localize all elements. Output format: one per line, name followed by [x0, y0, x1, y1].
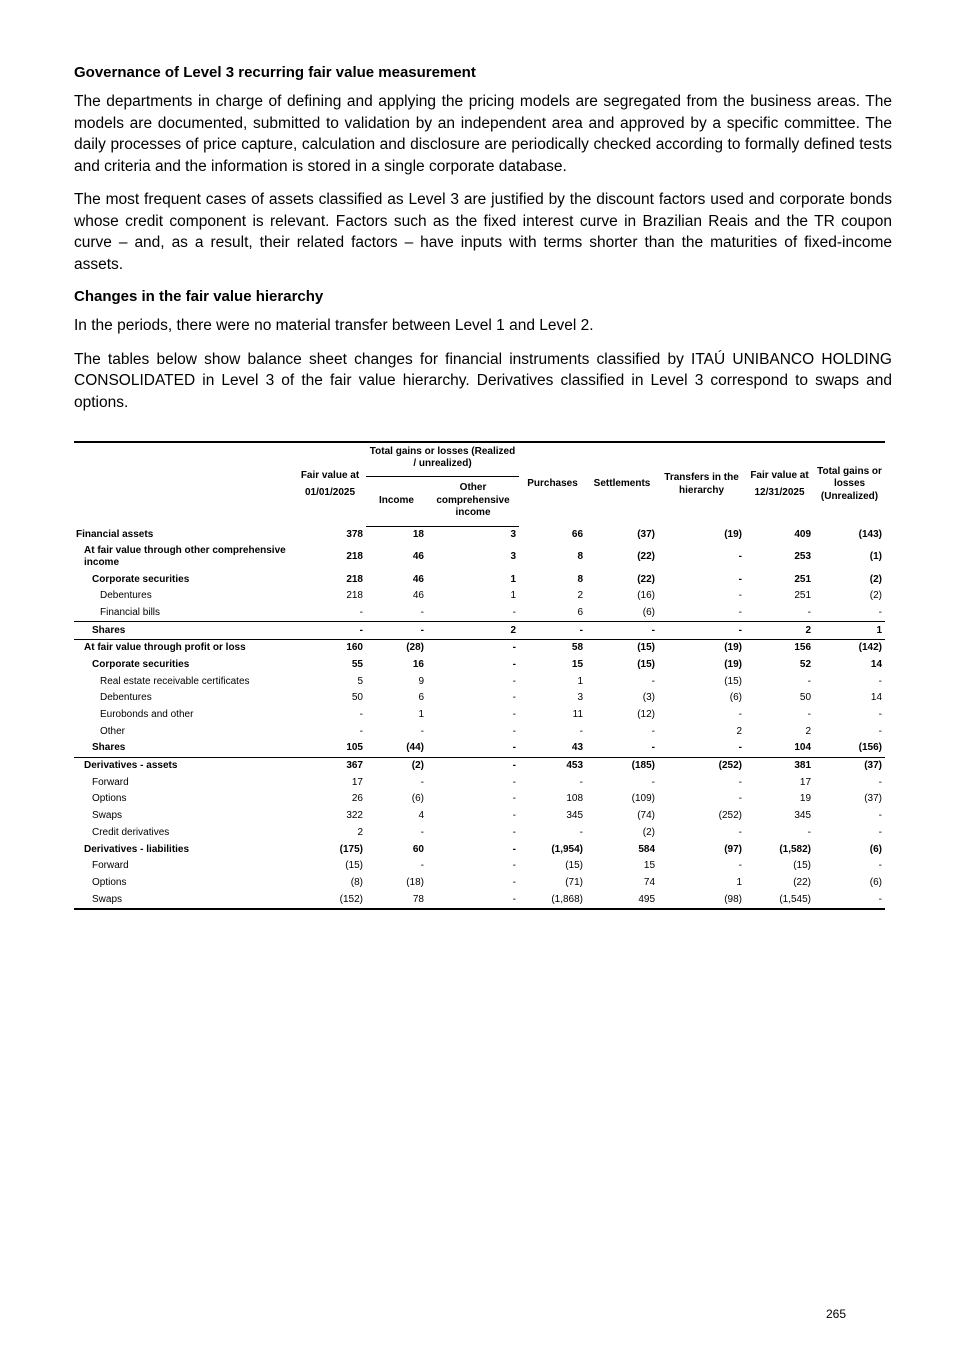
row-value: (6) — [729, 692, 743, 704]
row-value: - — [586, 622, 658, 640]
table-row — [74, 707, 885, 724]
row-value: - — [738, 606, 743, 618]
row-value: (44) — [406, 742, 424, 754]
row-value: 4 — [418, 810, 424, 822]
row-value: - — [878, 606, 883, 618]
row-value: 1 — [418, 709, 424, 721]
table-row — [74, 808, 885, 825]
row-value: 18 — [412, 528, 424, 540]
row-value: (15) — [637, 658, 656, 670]
paragraph-transfers: In the periods, there were no material transfer between Level 1 and Level 2. — [74, 317, 594, 334]
row-value: 2 — [357, 826, 363, 838]
row-value: (142) — [814, 639, 885, 656]
row-label: Options — [92, 793, 127, 805]
row-value: - — [738, 573, 743, 585]
row-label: Corporate securities — [92, 573, 190, 585]
row-value: 251 — [794, 590, 812, 602]
row-value: - — [512, 709, 517, 721]
row-value: 8 — [577, 573, 584, 585]
row-value: (28) — [366, 639, 427, 656]
row-value: - — [579, 826, 584, 838]
table-row — [74, 875, 885, 892]
row-value: 46 — [412, 551, 424, 563]
table-row — [74, 723, 885, 740]
row-label: Forward — [92, 860, 129, 872]
row-label: Debentures — [100, 590, 152, 602]
row-value: 52 — [799, 658, 812, 670]
row-value: - — [807, 826, 812, 838]
row-value: (71) — [565, 876, 584, 888]
row-value: - — [878, 810, 883, 822]
row-value: 50 — [799, 692, 812, 704]
row-value: 1 — [510, 573, 517, 585]
row-value: - — [294, 622, 366, 640]
row-value: (15) — [724, 675, 743, 687]
row-value: - — [651, 725, 656, 737]
row-label: Other — [100, 725, 126, 737]
header-purchases: Purchases — [519, 442, 586, 526]
row-value: (156) — [858, 742, 883, 754]
row-value: 43 — [571, 742, 584, 754]
paragraph-level3-cases: The most frequent cases of assets classified as Level 3 are justified by the discount factors used and corporate bonds whose credit component is relevant. Factors such as the fixed interest curve in Brazilian Reais and the TR coupon curve – and, as a result, their related factors – have inputs with terms shorter than the maturities of fixed-income assets. — [74, 191, 892, 273]
row-value: 14 — [870, 692, 883, 704]
row-value: (2) — [366, 757, 427, 774]
row-value: (37) — [637, 528, 656, 540]
row-value: - — [807, 606, 812, 618]
row-value: (1) — [869, 551, 883, 563]
table-row — [74, 891, 885, 909]
header-total-gains-group: Total gains or losses (Realized / unrealized) — [366, 442, 519, 476]
row-value: 6 — [418, 692, 424, 704]
row-label: Real estate receivable certificates — [100, 675, 250, 687]
row-value: 160 — [294, 639, 366, 656]
row-value: - — [807, 709, 812, 721]
row-value: (74) — [637, 810, 656, 822]
row-value: - — [512, 876, 517, 888]
row-value: 345 — [566, 810, 584, 822]
row-value: - — [512, 776, 517, 788]
row-label: Financial assets — [76, 528, 154, 540]
row-value: 1 — [736, 876, 743, 888]
table-row — [74, 526, 885, 543]
row-value: (6) — [869, 876, 883, 888]
row-value: (19) — [658, 639, 745, 656]
row-value: - — [651, 776, 656, 788]
row-value: (6) — [642, 606, 656, 618]
header-blank — [74, 442, 294, 526]
table-row — [74, 571, 885, 588]
row-value: (1,954) — [551, 843, 584, 855]
header-transfers: Transfers in the hierarchy — [658, 442, 745, 526]
row-label: Derivatives - assets — [74, 757, 294, 774]
row-value: (3) — [642, 692, 656, 704]
row-value: (1,868) — [519, 891, 586, 909]
row-value: 2 — [577, 590, 584, 602]
header-fair-value-end — [745, 442, 814, 526]
row-value: (22) — [637, 573, 656, 585]
table-row — [74, 605, 885, 622]
row-value: (19) — [724, 528, 743, 540]
table-row — [74, 690, 885, 707]
row-value: - — [512, 826, 517, 838]
row-value: - — [359, 606, 363, 618]
row-value: - — [512, 793, 517, 805]
table-body — [74, 526, 885, 909]
row-value: - — [651, 675, 656, 687]
row-value: 5 — [357, 675, 363, 687]
row-value: 55 — [351, 658, 363, 670]
row-value: 105 — [346, 742, 363, 754]
row-label: Shares — [92, 742, 126, 754]
row-value: 1 — [510, 590, 517, 602]
row-label: At fair value through profit or loss — [74, 639, 294, 656]
row-value: (2) — [642, 826, 656, 838]
row-value: 6 — [577, 606, 584, 618]
row-value: 453 — [519, 757, 586, 774]
row-value: 253 — [794, 551, 812, 563]
table-row — [74, 825, 885, 842]
row-value: 58 — [519, 639, 586, 656]
row-value: (175) — [339, 843, 363, 855]
row-value: - — [427, 757, 519, 774]
row-value: 3 — [510, 551, 517, 563]
row-value: 2 — [736, 725, 743, 737]
row-value: (15) — [586, 639, 658, 656]
row-value: (15) — [565, 860, 584, 872]
header-fair-value-end-line1: Fair value at — [750, 470, 809, 481]
row-value: (15) — [793, 860, 812, 872]
header-settlements: Settlements — [586, 442, 658, 526]
row-value: (97) — [724, 843, 743, 855]
row-value: 26 — [351, 793, 363, 805]
row-value: - — [878, 725, 883, 737]
row-value: (252) — [658, 757, 745, 774]
row-value: - — [512, 810, 517, 822]
row-value: - — [512, 742, 517, 754]
row-value: - — [651, 742, 656, 754]
row-value: - — [738, 776, 743, 788]
row-label: Debentures — [100, 692, 152, 704]
row-value: (37) — [814, 757, 885, 774]
row-value: 3 — [510, 528, 517, 540]
row-value: (98) — [658, 891, 745, 909]
table-row — [74, 639, 885, 656]
row-value: - — [427, 891, 519, 909]
row-value: 15 — [643, 860, 656, 872]
row-value: 381 — [745, 757, 814, 774]
row-value: - — [512, 692, 517, 704]
row-value: 1 — [814, 622, 885, 640]
table-row — [74, 858, 885, 875]
document-body — [74, 63, 892, 425]
table-row — [74, 740, 885, 757]
row-value: - — [738, 860, 743, 872]
section-heading-changes: Changes in the fair value hierarchy — [74, 288, 324, 305]
row-value: - — [420, 826, 424, 838]
row-value: - — [512, 658, 517, 670]
row-label: Credit derivatives — [92, 826, 170, 838]
paragraph-tables-intro: The tables below show balance sheet changes for financial instruments classified by ITAÚ UNIBANCO HOLDING CONSOLIDATED in Level 3 of the fair value hierarchy. Derivatives classified in Level 3 correspond to swaps and options. — [74, 350, 892, 411]
row-value: - — [738, 826, 743, 838]
row-value: (22) — [637, 551, 656, 563]
row-value: 108 — [566, 793, 584, 805]
row-label: Derivatives - liabilities — [84, 843, 190, 855]
row-label: Eurobonds and other — [100, 709, 194, 721]
row-value: 9 — [418, 675, 424, 687]
row-label: Options — [92, 876, 127, 888]
row-value: - — [738, 742, 743, 754]
header-fair-value-start — [294, 442, 366, 526]
row-value: - — [738, 793, 743, 805]
row-value: - — [658, 622, 745, 640]
table-row — [74, 791, 885, 808]
row-label: Forward — [92, 776, 129, 788]
row-value: (18) — [406, 876, 424, 888]
row-value: - — [420, 606, 424, 618]
row-value: - — [512, 843, 517, 855]
row-value: - — [878, 675, 883, 687]
row-value: 14 — [870, 658, 883, 670]
row-value: 8 — [577, 551, 584, 563]
row-value: 251 — [794, 573, 812, 585]
row-value: 2 — [745, 622, 814, 640]
row-value: - — [738, 551, 743, 563]
row-value: 367 — [294, 757, 366, 774]
header-fair-value-start-line1: Fair value at — [300, 470, 360, 481]
table-row — [74, 757, 885, 774]
paragraph-governance: The departments in charge of defining and applying the pricing models are segregated from the business areas. The models are documented, submitted to validation by an independent area and approved by a specific committee. The daily processes of price capture, calculation and disclosure are periodically checked according to formally defined tests and criteria and the information is stored in a single corporate database. — [74, 93, 892, 175]
row-value: - — [359, 725, 363, 737]
row-value: 409 — [794, 528, 812, 540]
row-value: (152) — [294, 891, 366, 909]
row-value: 17 — [799, 776, 812, 788]
row-value: 50 — [351, 692, 363, 704]
row-value: 3 — [577, 692, 584, 704]
row-value: 46 — [412, 590, 424, 602]
row-value: (2) — [869, 573, 883, 585]
row-value: 46 — [412, 573, 424, 585]
row-value: - — [814, 891, 885, 909]
row-value: (1,545) — [745, 891, 814, 909]
row-value: - — [878, 776, 883, 788]
row-value: (143) — [858, 528, 883, 540]
row-value: (19) — [724, 658, 743, 670]
table-header — [74, 442, 885, 526]
table-row — [74, 657, 885, 674]
row-label: Swaps — [92, 810, 123, 822]
row-value: (15) — [345, 860, 363, 872]
row-value: - — [579, 776, 584, 788]
row-value: 19 — [799, 793, 812, 805]
row-value: 218 — [346, 590, 363, 602]
row-value: 78 — [366, 891, 427, 909]
row-value: (109) — [631, 793, 656, 805]
row-value: 218 — [346, 573, 363, 585]
row-value: (16) — [637, 590, 656, 602]
row-value: (252) — [718, 810, 743, 822]
row-value: - — [359, 709, 363, 721]
row-value: (37) — [864, 793, 883, 805]
row-value: 11 — [572, 709, 584, 721]
row-value: 104 — [794, 742, 812, 754]
row-value: (6) — [411, 793, 424, 805]
table-row — [74, 622, 885, 640]
row-value: (185) — [586, 757, 658, 774]
row-value: 2 — [805, 725, 812, 737]
row-value: 584 — [638, 843, 656, 855]
row-value: - — [366, 622, 427, 640]
row-label: Corporate securities — [92, 658, 190, 670]
row-value: - — [512, 675, 517, 687]
row-value: 15 — [571, 658, 584, 670]
row-value: (2) — [869, 590, 883, 602]
table-row — [74, 841, 885, 858]
row-value: 345 — [794, 810, 812, 822]
table-row — [74, 774, 885, 791]
header-fair-value-end-line2: 12/31/2025 — [754, 486, 805, 498]
level3-changes-table — [74, 441, 885, 910]
row-value: (12) — [637, 709, 656, 721]
row-value: 495 — [586, 891, 658, 909]
row-value: - — [519, 622, 586, 640]
row-value: 66 — [571, 528, 584, 540]
table-row — [74, 588, 885, 605]
row-value: - — [807, 675, 812, 687]
row-value: - — [878, 709, 883, 721]
row-value: 322 — [346, 810, 363, 822]
row-value: - — [512, 725, 517, 737]
row-value: - — [878, 826, 883, 838]
row-value: - — [512, 606, 517, 618]
row-value: - — [420, 776, 424, 788]
row-value: - — [512, 860, 517, 872]
page-number: 265 — [826, 1307, 847, 1321]
row-value: 2 — [427, 622, 519, 640]
row-value: (8) — [350, 876, 363, 888]
header-fair-value-start-line2: 01/01/2025 — [304, 486, 356, 498]
row-value: 378 — [346, 528, 363, 540]
row-value: 74 — [643, 876, 656, 888]
row-value: - — [579, 725, 584, 737]
table-row — [74, 673, 885, 690]
section-heading-governance: Governance of Level 3 recurring fair value measurement — [74, 64, 476, 81]
row-value: 16 — [412, 658, 424, 670]
row-value: - — [420, 860, 424, 872]
row-value: 17 — [351, 776, 363, 788]
table-row — [74, 543, 885, 571]
row-value: 60 — [412, 843, 424, 855]
row-value: 218 — [346, 551, 363, 563]
row-label: Shares — [74, 622, 294, 640]
row-value: - — [738, 590, 743, 602]
row-label: At fair value through other comprehensive income — [84, 545, 286, 569]
row-value: (1,582) — [779, 843, 812, 855]
header-other-comprehensive-income: Other comprehensive income — [427, 476, 519, 526]
row-label: Financial bills — [100, 606, 161, 618]
row-value: (6) — [869, 843, 883, 855]
row-value: - — [427, 639, 519, 656]
row-value: - — [420, 725, 424, 737]
header-income: Income — [366, 476, 427, 526]
row-value: 156 — [745, 639, 814, 656]
row-value: (22) — [793, 876, 812, 888]
row-value: - — [738, 709, 743, 721]
header-total-unrealized: Total gains or losses (Unrealized) — [814, 442, 885, 526]
row-label: Swaps — [74, 891, 294, 909]
row-value: 1 — [577, 675, 584, 687]
row-value: - — [878, 860, 883, 872]
